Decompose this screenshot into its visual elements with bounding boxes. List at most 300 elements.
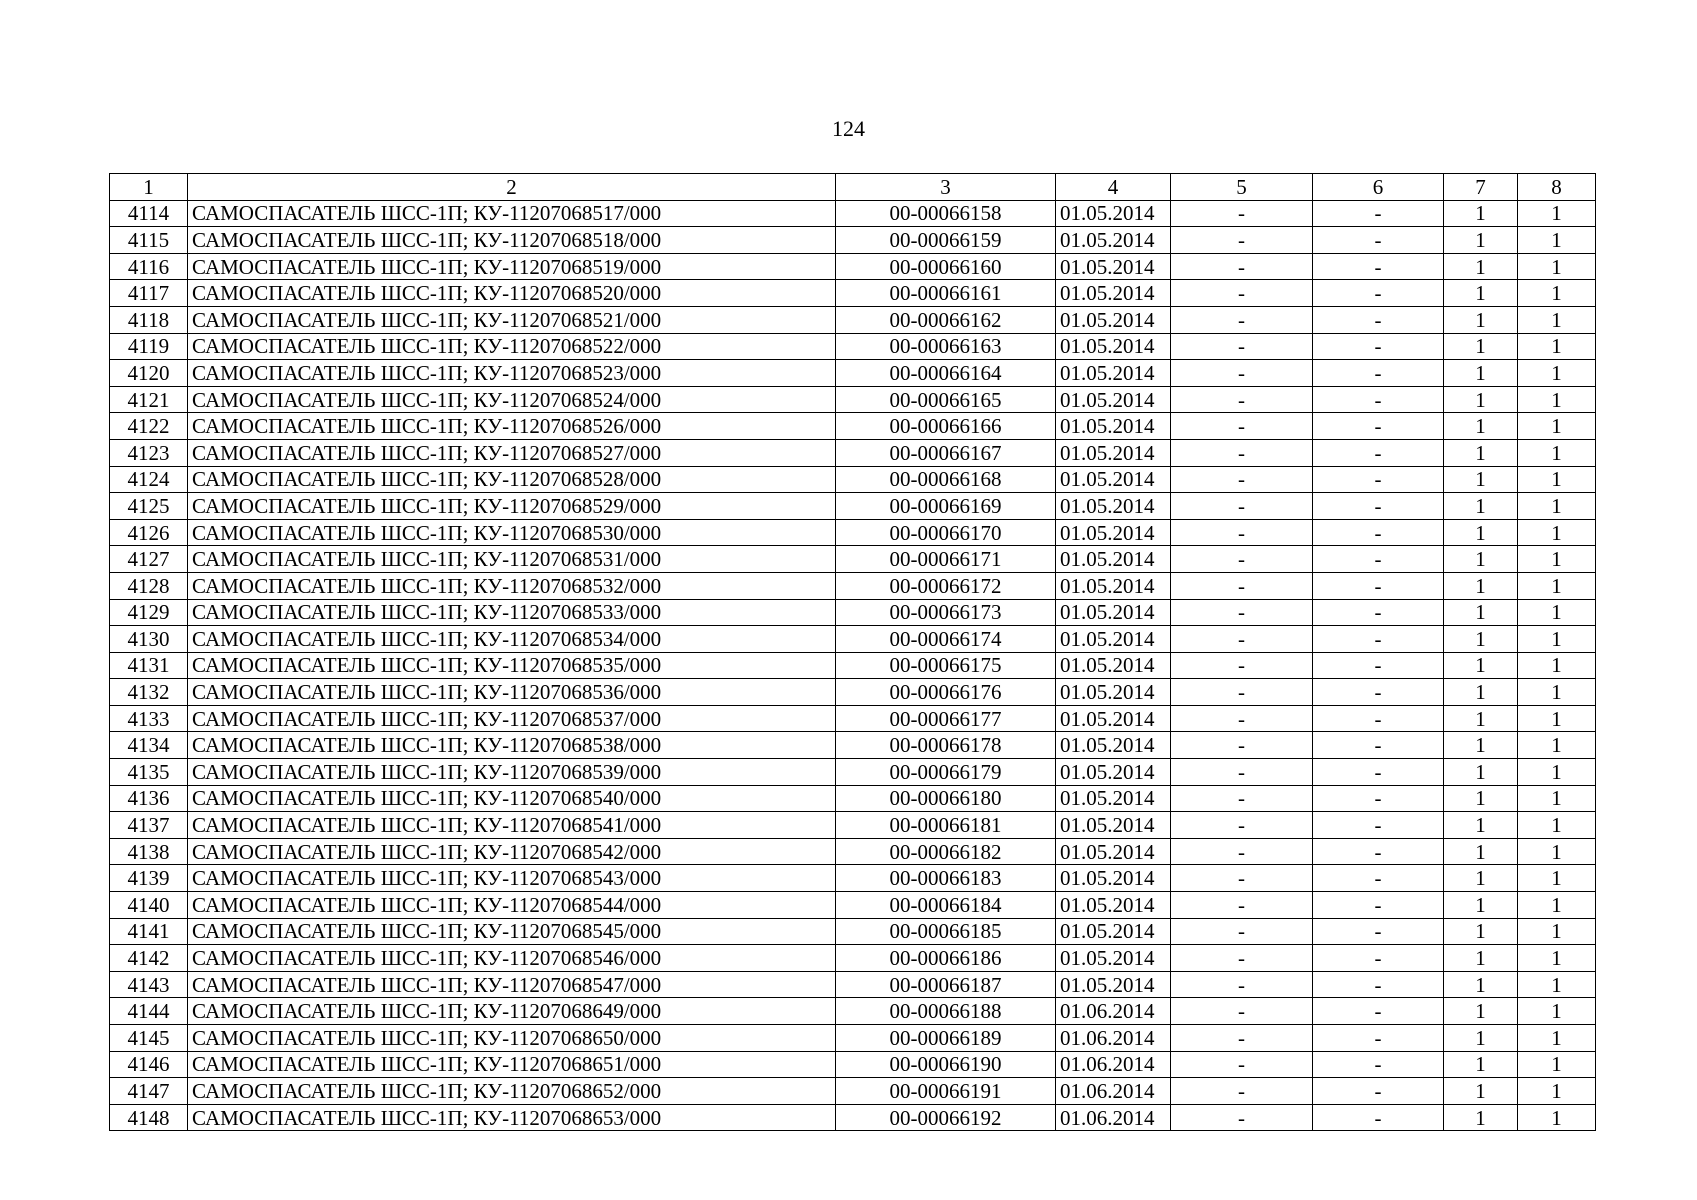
row-number-cell: 4132	[110, 679, 188, 706]
inventory-number-cell: 00-00066174	[836, 626, 1056, 653]
column-8-cell: 1	[1518, 599, 1596, 626]
column-6-cell: -	[1313, 705, 1444, 732]
date-cell: 01.05.2014	[1056, 306, 1171, 333]
column-8-cell: 1	[1518, 280, 1596, 307]
item-name-cell: САМОСПАСАТЕЛЬ ШСС-1П; КУ-11207068649/000	[188, 998, 836, 1025]
column-6-cell: -	[1313, 1078, 1444, 1105]
inventory-number-cell: 00-00066173	[836, 599, 1056, 626]
column-8-cell: 1	[1518, 306, 1596, 333]
column-6-cell: -	[1313, 333, 1444, 360]
table-row	[110, 1025, 1596, 1052]
inventory-number-cell: 00-00066184	[836, 892, 1056, 919]
register-table	[109, 173, 1596, 1131]
column-5-cell: -	[1171, 892, 1313, 919]
item-name-cell: САМОСПАСАТЕЛЬ ШСС-1П; КУ-11207068536/000	[188, 679, 836, 706]
column-5-cell: -	[1171, 785, 1313, 812]
column-7-cell: 1	[1444, 386, 1518, 413]
inventory-number-cell: 00-00066183	[836, 865, 1056, 892]
date-cell: 01.05.2014	[1056, 493, 1171, 520]
column-6-cell: -	[1313, 439, 1444, 466]
column-5-cell: -	[1171, 759, 1313, 786]
header-cell-3: 3	[836, 174, 1056, 201]
column-7-cell: 1	[1444, 971, 1518, 998]
table-row	[110, 785, 1596, 812]
column-5-cell: -	[1171, 1025, 1313, 1052]
table-row	[110, 360, 1596, 387]
item-name-cell: САМОСПАСАТЕЛЬ ШСС-1П; КУ-11207068651/000	[188, 1051, 836, 1078]
row-number-cell: 4147	[110, 1078, 188, 1105]
column-7-cell: 1	[1444, 200, 1518, 227]
item-name-cell: САМОСПАСАТЕЛЬ ШСС-1П; КУ-11207068522/000	[188, 333, 836, 360]
column-7-cell: 1	[1444, 812, 1518, 839]
column-8-cell: 1	[1518, 466, 1596, 493]
column-5-cell: -	[1171, 971, 1313, 998]
column-7-cell: 1	[1444, 785, 1518, 812]
table-row	[110, 918, 1596, 945]
header-cell-7: 7	[1444, 174, 1518, 201]
row-number-cell: 4118	[110, 306, 188, 333]
header-cell-1: 1	[110, 174, 188, 201]
item-name-cell: САМОСПАСАТЕЛЬ ШСС-1П; КУ-11207068531/000	[188, 546, 836, 573]
item-name-cell: САМОСПАСАТЕЛЬ ШСС-1П; КУ-11207068541/000	[188, 812, 836, 839]
item-name-cell: САМОСПАСАТЕЛЬ ШСС-1П; КУ-11207068547/000	[188, 971, 836, 998]
column-6-cell: -	[1313, 998, 1444, 1025]
date-cell: 01.05.2014	[1056, 413, 1171, 440]
inventory-number-cell: 00-00066177	[836, 705, 1056, 732]
column-8-cell: 1	[1518, 705, 1596, 732]
date-cell: 01.05.2014	[1056, 280, 1171, 307]
row-number-cell: 4135	[110, 759, 188, 786]
row-number-cell: 4124	[110, 466, 188, 493]
date-cell: 01.05.2014	[1056, 200, 1171, 227]
column-6-cell: -	[1313, 838, 1444, 865]
item-name-cell: САМОСПАСАТЕЛЬ ШСС-1П; КУ-11207068521/000	[188, 306, 836, 333]
column-8-cell: 1	[1518, 386, 1596, 413]
row-number-cell: 4129	[110, 599, 188, 626]
item-name-cell: САМОСПАСАТЕЛЬ ШСС-1П; КУ-11207068520/000	[188, 280, 836, 307]
row-number-cell: 4146	[110, 1051, 188, 1078]
column-8-cell: 1	[1518, 519, 1596, 546]
row-number-cell: 4122	[110, 413, 188, 440]
date-cell: 01.05.2014	[1056, 360, 1171, 387]
column-8-cell: 1	[1518, 838, 1596, 865]
date-cell: 01.05.2014	[1056, 679, 1171, 706]
row-number-cell: 4134	[110, 732, 188, 759]
table-row	[110, 306, 1596, 333]
item-name-cell: САМОСПАСАТЕЛЬ ШСС-1П; КУ-11207068526/000	[188, 413, 836, 440]
table-row	[110, 253, 1596, 280]
row-number-cell: 4119	[110, 333, 188, 360]
date-cell: 01.05.2014	[1056, 626, 1171, 653]
row-number-cell: 4138	[110, 838, 188, 865]
column-7-cell: 1	[1444, 280, 1518, 307]
column-6-cell: -	[1313, 785, 1444, 812]
row-number-cell: 4114	[110, 200, 188, 227]
column-5-cell: -	[1171, 1104, 1313, 1131]
column-7-cell: 1	[1444, 306, 1518, 333]
column-6-cell: -	[1313, 386, 1444, 413]
column-5-cell: -	[1171, 253, 1313, 280]
column-5-cell: -	[1171, 679, 1313, 706]
date-cell: 01.05.2014	[1056, 945, 1171, 972]
column-5-cell: -	[1171, 599, 1313, 626]
column-5-cell: -	[1171, 386, 1313, 413]
column-8-cell: 1	[1518, 253, 1596, 280]
inventory-number-cell: 00-00066170	[836, 519, 1056, 546]
date-cell: 01.05.2014	[1056, 732, 1171, 759]
item-name-cell: САМОСПАСАТЕЛЬ ШСС-1П; КУ-11207068545/000	[188, 918, 836, 945]
inventory-number-cell: 00-00066187	[836, 971, 1056, 998]
table-row	[110, 1051, 1596, 1078]
column-5-cell: -	[1171, 652, 1313, 679]
header-cell-2: 2	[188, 174, 836, 201]
item-name-cell: САМОСПАСАТЕЛЬ ШСС-1П; КУ-11207068652/000	[188, 1078, 836, 1105]
table-row	[110, 679, 1596, 706]
date-cell: 01.05.2014	[1056, 333, 1171, 360]
row-number-cell: 4125	[110, 493, 188, 520]
column-6-cell: -	[1313, 971, 1444, 998]
row-number-cell: 4143	[110, 971, 188, 998]
item-name-cell: САМОСПАСАТЕЛЬ ШСС-1П; КУ-11207068540/000	[188, 785, 836, 812]
inventory-number-cell: 00-00066186	[836, 945, 1056, 972]
inventory-number-cell: 00-00066169	[836, 493, 1056, 520]
row-number-cell: 4136	[110, 785, 188, 812]
date-cell: 01.05.2014	[1056, 519, 1171, 546]
item-name-cell: САМОСПАСАТЕЛЬ ШСС-1П; КУ-11207068529/000	[188, 493, 836, 520]
column-6-cell: -	[1313, 360, 1444, 387]
inventory-number-cell: 00-00066163	[836, 333, 1056, 360]
date-cell: 01.05.2014	[1056, 227, 1171, 254]
item-name-cell: САМОСПАСАТЕЛЬ ШСС-1П; КУ-11207068535/000	[188, 652, 836, 679]
table-row	[110, 519, 1596, 546]
row-number-cell: 4141	[110, 918, 188, 945]
column-5-cell: -	[1171, 306, 1313, 333]
header-row	[110, 174, 1596, 201]
row-number-cell: 4140	[110, 892, 188, 919]
date-cell: 01.05.2014	[1056, 253, 1171, 280]
table-row	[110, 732, 1596, 759]
inventory-number-cell: 00-00066182	[836, 838, 1056, 865]
date-cell: 01.05.2014	[1056, 599, 1171, 626]
table-row	[110, 865, 1596, 892]
table-row	[110, 280, 1596, 307]
item-name-cell: САМОСПАСАТЕЛЬ ШСС-1П; КУ-11207068530/000	[188, 519, 836, 546]
column-8-cell: 1	[1518, 998, 1596, 1025]
inventory-number-cell: 00-00066181	[836, 812, 1056, 839]
column-7-cell: 1	[1444, 1078, 1518, 1105]
column-8-cell: 1	[1518, 679, 1596, 706]
row-number-cell: 4130	[110, 626, 188, 653]
column-8-cell: 1	[1518, 572, 1596, 599]
column-7-cell: 1	[1444, 466, 1518, 493]
inventory-number-cell: 00-00066167	[836, 439, 1056, 466]
table-row	[110, 386, 1596, 413]
inventory-number-cell: 00-00066172	[836, 572, 1056, 599]
column-7-cell: 1	[1444, 732, 1518, 759]
column-6-cell: -	[1313, 759, 1444, 786]
column-6-cell: -	[1313, 306, 1444, 333]
inventory-number-cell: 00-00066189	[836, 1025, 1056, 1052]
table-row	[110, 652, 1596, 679]
table-row	[110, 812, 1596, 839]
inventory-number-cell: 00-00066159	[836, 227, 1056, 254]
column-5-cell: -	[1171, 572, 1313, 599]
table-row	[110, 1078, 1596, 1105]
column-6-cell: -	[1313, 626, 1444, 653]
date-cell: 01.05.2014	[1056, 439, 1171, 466]
item-name-cell: САМОСПАСАТЕЛЬ ШСС-1П; КУ-11207068538/000	[188, 732, 836, 759]
date-cell: 01.05.2014	[1056, 759, 1171, 786]
column-8-cell: 1	[1518, 652, 1596, 679]
inventory-number-cell: 00-00066180	[836, 785, 1056, 812]
column-5-cell: -	[1171, 280, 1313, 307]
column-6-cell: -	[1313, 1104, 1444, 1131]
table-row	[110, 413, 1596, 440]
item-name-cell: САМОСПАСАТЕЛЬ ШСС-1П; КУ-11207068542/000	[188, 838, 836, 865]
column-7-cell: 1	[1444, 519, 1518, 546]
date-cell: 01.05.2014	[1056, 971, 1171, 998]
table-body	[110, 174, 1596, 1131]
date-cell: 01.05.2014	[1056, 546, 1171, 573]
table-row	[110, 971, 1596, 998]
column-8-cell: 1	[1518, 493, 1596, 520]
item-name-cell: САМОСПАСАТЕЛЬ ШСС-1П; КУ-11207068534/000	[188, 626, 836, 653]
column-5-cell: -	[1171, 838, 1313, 865]
header-cell-6: 6	[1313, 174, 1444, 201]
inventory-number-cell: 00-00066190	[836, 1051, 1056, 1078]
table-row	[110, 546, 1596, 573]
column-8-cell: 1	[1518, 333, 1596, 360]
column-8-cell: 1	[1518, 971, 1596, 998]
inventory-number-cell: 00-00066168	[836, 466, 1056, 493]
inventory-number-cell: 00-00066178	[836, 732, 1056, 759]
item-name-cell: САМОСПАСАТЕЛЬ ШСС-1П; КУ-11207068543/000	[188, 865, 836, 892]
column-7-cell: 1	[1444, 227, 1518, 254]
item-name-cell: САМОСПАСАТЕЛЬ ШСС-1П; КУ-11207068546/000	[188, 945, 836, 972]
date-cell: 01.05.2014	[1056, 705, 1171, 732]
column-5-cell: -	[1171, 812, 1313, 839]
column-5-cell: -	[1171, 200, 1313, 227]
table-row	[110, 1104, 1596, 1131]
inventory-number-cell: 00-00066188	[836, 998, 1056, 1025]
row-number-cell: 4145	[110, 1025, 188, 1052]
date-cell: 01.05.2014	[1056, 785, 1171, 812]
row-number-cell: 4127	[110, 546, 188, 573]
row-number-cell: 4115	[110, 227, 188, 254]
row-number-cell: 4144	[110, 998, 188, 1025]
table-row	[110, 705, 1596, 732]
column-6-cell: -	[1313, 1025, 1444, 1052]
column-7-cell: 1	[1444, 493, 1518, 520]
date-cell: 01.05.2014	[1056, 572, 1171, 599]
inventory-number-cell: 00-00066165	[836, 386, 1056, 413]
inventory-number-cell: 00-00066160	[836, 253, 1056, 280]
date-cell: 01.06.2014	[1056, 1104, 1171, 1131]
column-7-cell: 1	[1444, 439, 1518, 466]
inventory-number-cell: 00-00066179	[836, 759, 1056, 786]
column-5-cell: -	[1171, 1051, 1313, 1078]
date-cell: 01.06.2014	[1056, 1078, 1171, 1105]
table-row	[110, 599, 1596, 626]
column-5-cell: -	[1171, 466, 1313, 493]
inventory-number-cell: 00-00066185	[836, 918, 1056, 945]
item-name-cell: САМОСПАСАТЕЛЬ ШСС-1П; КУ-11207068519/000	[188, 253, 836, 280]
inventory-number-cell: 00-00066176	[836, 679, 1056, 706]
column-6-cell: -	[1313, 413, 1444, 440]
date-cell: 01.05.2014	[1056, 466, 1171, 493]
column-6-cell: -	[1313, 493, 1444, 520]
column-5-cell: -	[1171, 918, 1313, 945]
column-7-cell: 1	[1444, 1025, 1518, 1052]
table-row	[110, 838, 1596, 865]
column-6-cell: -	[1313, 546, 1444, 573]
column-6-cell: -	[1313, 1051, 1444, 1078]
column-5-cell: -	[1171, 732, 1313, 759]
column-7-cell: 1	[1444, 1051, 1518, 1078]
table-row	[110, 466, 1596, 493]
date-cell: 01.05.2014	[1056, 918, 1171, 945]
column-7-cell: 1	[1444, 918, 1518, 945]
table-row	[110, 892, 1596, 919]
table-row	[110, 439, 1596, 466]
row-number-cell: 4120	[110, 360, 188, 387]
column-8-cell: 1	[1518, 626, 1596, 653]
inventory-number-cell: 00-00066164	[836, 360, 1056, 387]
column-7-cell: 1	[1444, 360, 1518, 387]
column-5-cell: -	[1171, 413, 1313, 440]
item-name-cell: САМОСПАСАТЕЛЬ ШСС-1П; КУ-11207068524/000	[188, 386, 836, 413]
column-8-cell: 1	[1518, 1025, 1596, 1052]
column-6-cell: -	[1313, 812, 1444, 839]
column-7-cell: 1	[1444, 679, 1518, 706]
column-8-cell: 1	[1518, 812, 1596, 839]
column-8-cell: 1	[1518, 439, 1596, 466]
date-cell: 01.06.2014	[1056, 1025, 1171, 1052]
column-8-cell: 1	[1518, 1104, 1596, 1131]
row-number-cell: 4142	[110, 945, 188, 972]
table-row	[110, 200, 1596, 227]
item-name-cell: САМОСПАСАТЕЛЬ ШСС-1П; КУ-11207068523/000	[188, 360, 836, 387]
column-7-cell: 1	[1444, 546, 1518, 573]
column-5-cell: -	[1171, 705, 1313, 732]
column-6-cell: -	[1313, 200, 1444, 227]
inventory-number-cell: 00-00066191	[836, 1078, 1056, 1105]
column-8-cell: 1	[1518, 945, 1596, 972]
item-name-cell: САМОСПАСАТЕЛЬ ШСС-1П; КУ-11207068518/000	[188, 227, 836, 254]
inventory-number-cell: 00-00066175	[836, 652, 1056, 679]
table-row	[110, 493, 1596, 520]
column-5-cell: -	[1171, 865, 1313, 892]
item-name-cell: САМОСПАСАТЕЛЬ ШСС-1П; КУ-11207068528/000	[188, 466, 836, 493]
column-8-cell: 1	[1518, 200, 1596, 227]
column-5-cell: -	[1171, 1078, 1313, 1105]
date-cell: 01.05.2014	[1056, 386, 1171, 413]
date-cell: 01.05.2014	[1056, 865, 1171, 892]
column-6-cell: -	[1313, 918, 1444, 945]
column-5-cell: -	[1171, 493, 1313, 520]
column-7-cell: 1	[1444, 572, 1518, 599]
column-6-cell: -	[1313, 732, 1444, 759]
page-number: 124	[832, 116, 865, 141]
header-cell-4: 4	[1056, 174, 1171, 201]
item-name-cell: САМОСПАСАТЕЛЬ ШСС-1П; КУ-11207068537/000	[188, 705, 836, 732]
row-number-cell: 4116	[110, 253, 188, 280]
column-6-cell: -	[1313, 599, 1444, 626]
row-number-cell: 4148	[110, 1104, 188, 1131]
column-8-cell: 1	[1518, 1051, 1596, 1078]
column-7-cell: 1	[1444, 865, 1518, 892]
column-7-cell: 1	[1444, 626, 1518, 653]
item-name-cell: САМОСПАСАТЕЛЬ ШСС-1П; КУ-11207068533/000	[188, 599, 836, 626]
column-8-cell: 1	[1518, 1078, 1596, 1105]
column-5-cell: -	[1171, 439, 1313, 466]
row-number-cell: 4139	[110, 865, 188, 892]
column-7-cell: 1	[1444, 333, 1518, 360]
inventory-number-cell: 00-00066161	[836, 280, 1056, 307]
row-number-cell: 4126	[110, 519, 188, 546]
table-row	[110, 572, 1596, 599]
item-name-cell: САМОСПАСАТЕЛЬ ШСС-1П; КУ-11207068517/000	[188, 200, 836, 227]
table-row	[110, 626, 1596, 653]
date-cell: 01.06.2014	[1056, 998, 1171, 1025]
column-7-cell: 1	[1444, 413, 1518, 440]
column-8-cell: 1	[1518, 892, 1596, 919]
item-name-cell: САМОСПАСАТЕЛЬ ШСС-1П; КУ-11207068532/000	[188, 572, 836, 599]
table-row	[110, 227, 1596, 254]
column-6-cell: -	[1313, 652, 1444, 679]
column-6-cell: -	[1313, 280, 1444, 307]
column-8-cell: 1	[1518, 413, 1596, 440]
item-name-cell: САМОСПАСАТЕЛЬ ШСС-1П; КУ-11207068653/000	[188, 1104, 836, 1131]
column-8-cell: 1	[1518, 918, 1596, 945]
column-7-cell: 1	[1444, 599, 1518, 626]
column-7-cell: 1	[1444, 759, 1518, 786]
column-5-cell: -	[1171, 519, 1313, 546]
table-row	[110, 759, 1596, 786]
row-number-cell: 4117	[110, 280, 188, 307]
inventory-number-cell: 00-00066158	[836, 200, 1056, 227]
item-name-cell: САМОСПАСАТЕЛЬ ШСС-1П; КУ-11207068544/000	[188, 892, 836, 919]
column-6-cell: -	[1313, 253, 1444, 280]
column-5-cell: -	[1171, 227, 1313, 254]
column-6-cell: -	[1313, 466, 1444, 493]
header-cell-8: 8	[1518, 174, 1596, 201]
column-5-cell: -	[1171, 360, 1313, 387]
row-number-cell: 4131	[110, 652, 188, 679]
column-7-cell: 1	[1444, 1104, 1518, 1131]
inventory-number-cell: 00-00066171	[836, 546, 1056, 573]
header-cell-5: 5	[1171, 174, 1313, 201]
column-8-cell: 1	[1518, 785, 1596, 812]
column-6-cell: -	[1313, 892, 1444, 919]
column-8-cell: 1	[1518, 360, 1596, 387]
date-cell: 01.05.2014	[1056, 812, 1171, 839]
item-name-cell: САМОСПАСАТЕЛЬ ШСС-1П; КУ-11207068527/000	[188, 439, 836, 466]
inventory-number-cell: 00-00066192	[836, 1104, 1056, 1131]
inventory-number-cell: 00-00066162	[836, 306, 1056, 333]
table-row	[110, 998, 1596, 1025]
column-6-cell: -	[1313, 945, 1444, 972]
column-8-cell: 1	[1518, 732, 1596, 759]
column-7-cell: 1	[1444, 998, 1518, 1025]
row-number-cell: 4121	[110, 386, 188, 413]
table-row	[110, 333, 1596, 360]
column-6-cell: -	[1313, 572, 1444, 599]
column-5-cell: -	[1171, 626, 1313, 653]
date-cell: 01.05.2014	[1056, 652, 1171, 679]
column-8-cell: 1	[1518, 227, 1596, 254]
row-number-cell: 4133	[110, 705, 188, 732]
